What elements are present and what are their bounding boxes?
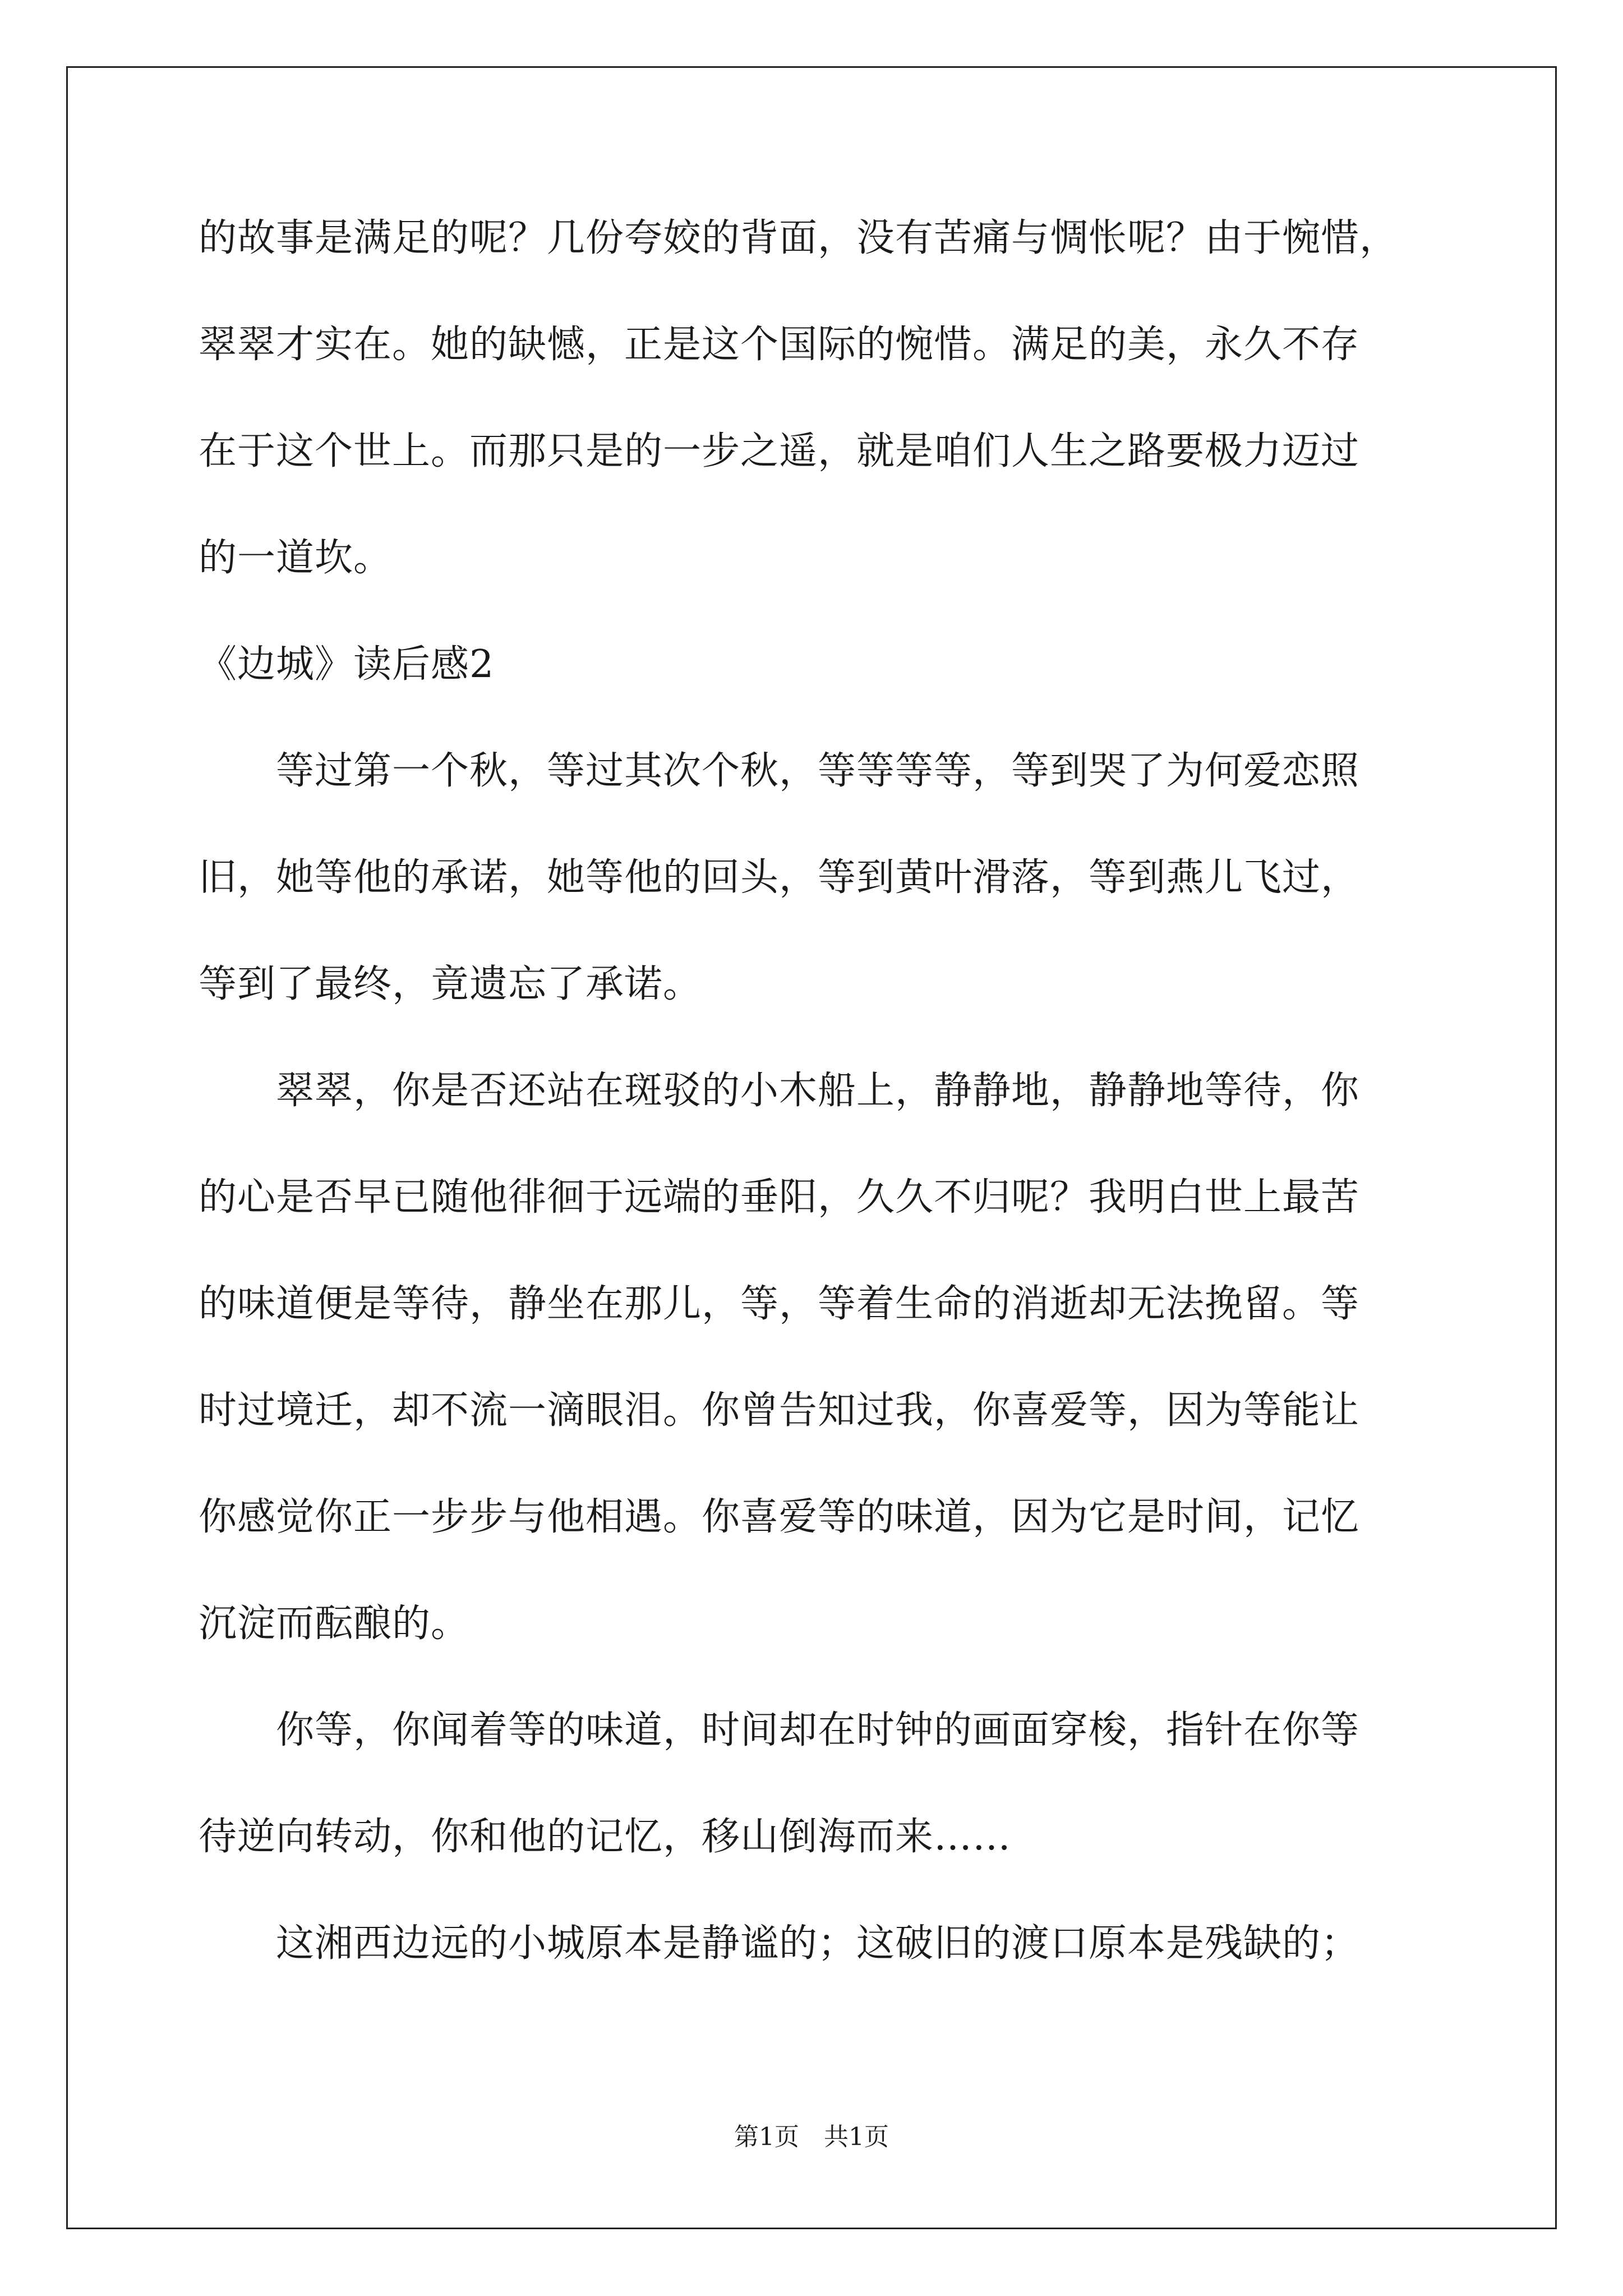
text-line: 这湘西边远的小城原本是静谧的；这破旧的渡口原本是残缺的； [199,1921,1360,1966]
text-line: 翠翠，你是否还站在斑驳的小木船上，静静地，静静地等待，你 [199,1069,1360,1113]
text-line: 翠翠才实在。她的缺憾，正是这个国际的惋惜。满足的美，永久不存 [199,323,1360,367]
section-heading: 《边城》读后感2 [199,642,495,687]
text-line: 你等，你闻着等的味道，时间却在时钟的画面穿梭，指针在你等 [199,1708,1360,1752]
page-footer: 第1页 共1页 [734,2123,889,2151]
paragraph-4 [199,1890,1432,1997]
paragraph-2 [199,1038,1432,1677]
text-line: 时过境迁，却不流一滴眼泪。你曾告知过我，你喜爱等，因为等能让 [199,1388,1360,1433]
text-line: 等过第一个秋，等过其次个秋，等等等等，等到哭了为何爱恋照 [199,749,1360,793]
text-line: 沉淀而酝酿的。 [199,1602,470,1646]
text-line: 你感觉你正一步步与他相遇。你喜爱等的味道，因为它是时间，记忆 [199,1495,1360,1539]
text-line: 待逆向转动，你和他的记忆，移山倒海而来…… [199,1815,1012,1859]
text-line: 的味道便是等待，静坐在那儿，等，等着生命的消逝却无法挽留。等 [199,1282,1360,1326]
paragraph-3 [199,1677,1432,1890]
paragraph-1 [199,718,1432,1038]
text-line: 等到了最终，竟遗忘了承诺。 [199,962,702,1006]
document-body [199,185,1432,1997]
text-line: 在于这个世上。而那只是的一步之遥，就是咱们人生之路要极力迈过 [199,429,1360,473]
text-line: 的故事是满足的呢？几份夸姣的背面，没有苦痛与惆怅呢？由于惋惜， [199,216,1399,260]
text-line: 的一道坎。 [199,536,393,580]
text-line: 旧，她等他的承诺，她等他的回头，等到黄叶滑落，等到燕儿飞过， [199,855,1360,900]
text-line: 的心是否早已随他徘徊于远端的垂阳，久久不归呢？我明白世上最苦 [199,1175,1360,1220]
